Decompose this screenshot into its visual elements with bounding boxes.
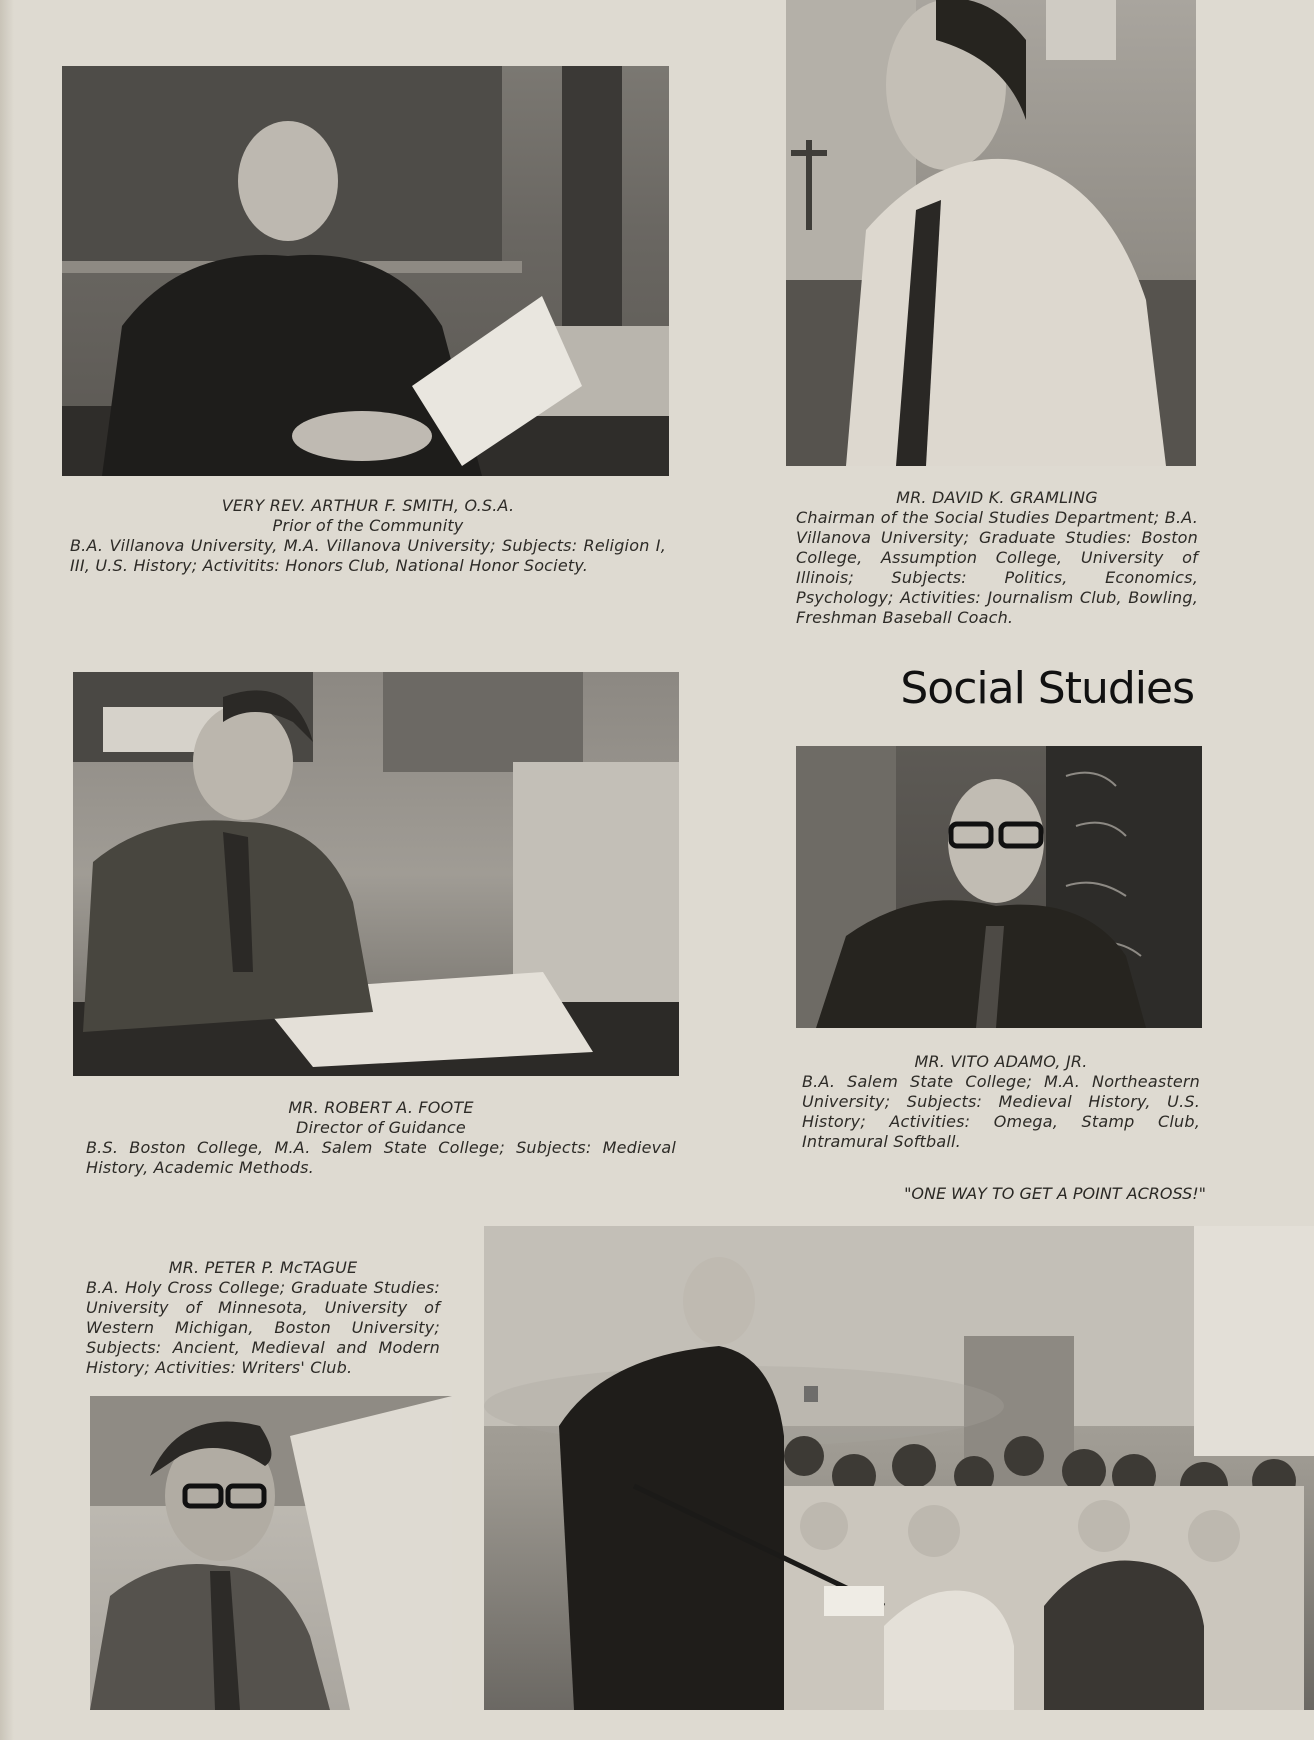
faculty-bio: Chairman of the Social Studies Department; B.A. Villanova University; Graduate Studies: Boston College, Assumption College, University of Illinois; Subjects: Politics, Economics, Psychology; Activities: Journalism Club, Bowling, Freshman Baseball Coach. <box>796 508 1198 627</box>
photo-peter-mctague <box>90 1396 452 1710</box>
photo-david-gramling <box>786 0 1196 466</box>
faculty-name: MR. VITO ADAMO, JR. <box>914 1052 1088 1071</box>
photo-arthur-smith <box>62 66 669 476</box>
faculty-bio: B.A. Villanova University, M.A. Villanova University; Subjects: Religion I, III, U.S. History; Activitits: Honors Club, National Honor Society. <box>70 536 666 575</box>
section-heading: Social Studies <box>900 663 1194 714</box>
faculty-name: MR. PETER P. McTAGUE <box>168 1258 358 1277</box>
faculty-bio: B.A. Salem State College; M.A. Northeastern University; Subjects: Medieval History, U.S. History; Activities: Omega, Stamp Club, Intramural Softball. <box>802 1072 1200 1151</box>
faculty-name: MR. ROBERT A. FOOTE <box>288 1098 474 1117</box>
caption-robert-foote <box>86 1098 676 1178</box>
photo-vito-adamo <box>796 746 1202 1028</box>
faculty-role: Director of Guidance <box>296 1118 466 1137</box>
page-binding-shadow <box>0 0 14 1740</box>
caption-arthur-smith <box>70 496 666 576</box>
faculty-name: MR. DAVID K. GRAMLING <box>896 488 1098 507</box>
faculty-bio: B.S. Boston College, M.A. Salem State College; Subjects: Medieval History, Academic Methods. <box>86 1138 676 1177</box>
caption-peter-mctague <box>86 1258 440 1378</box>
faculty-bio: B.A. Holy Cross College; Graduate Studies: University of Minnesota, University of Western Michigan, Boston University; Subjects: Ancient, Medieval and Modern History; Activities: Writers' Club. <box>86 1278 440 1377</box>
faculty-name: VERY REV. ARTHUR F. SMITH, O.S.A. <box>221 496 515 515</box>
photo-robert-foote <box>73 672 679 1076</box>
photo-caption-quote: "ONE WAY TO GET A POINT ACROSS!" <box>904 1184 1206 1203</box>
caption-vito-adamo <box>802 1052 1200 1152</box>
faculty-role: Prior of the Community <box>272 516 464 535</box>
caption-david-gramling <box>796 488 1198 628</box>
photo-classroom <box>484 1226 1314 1710</box>
